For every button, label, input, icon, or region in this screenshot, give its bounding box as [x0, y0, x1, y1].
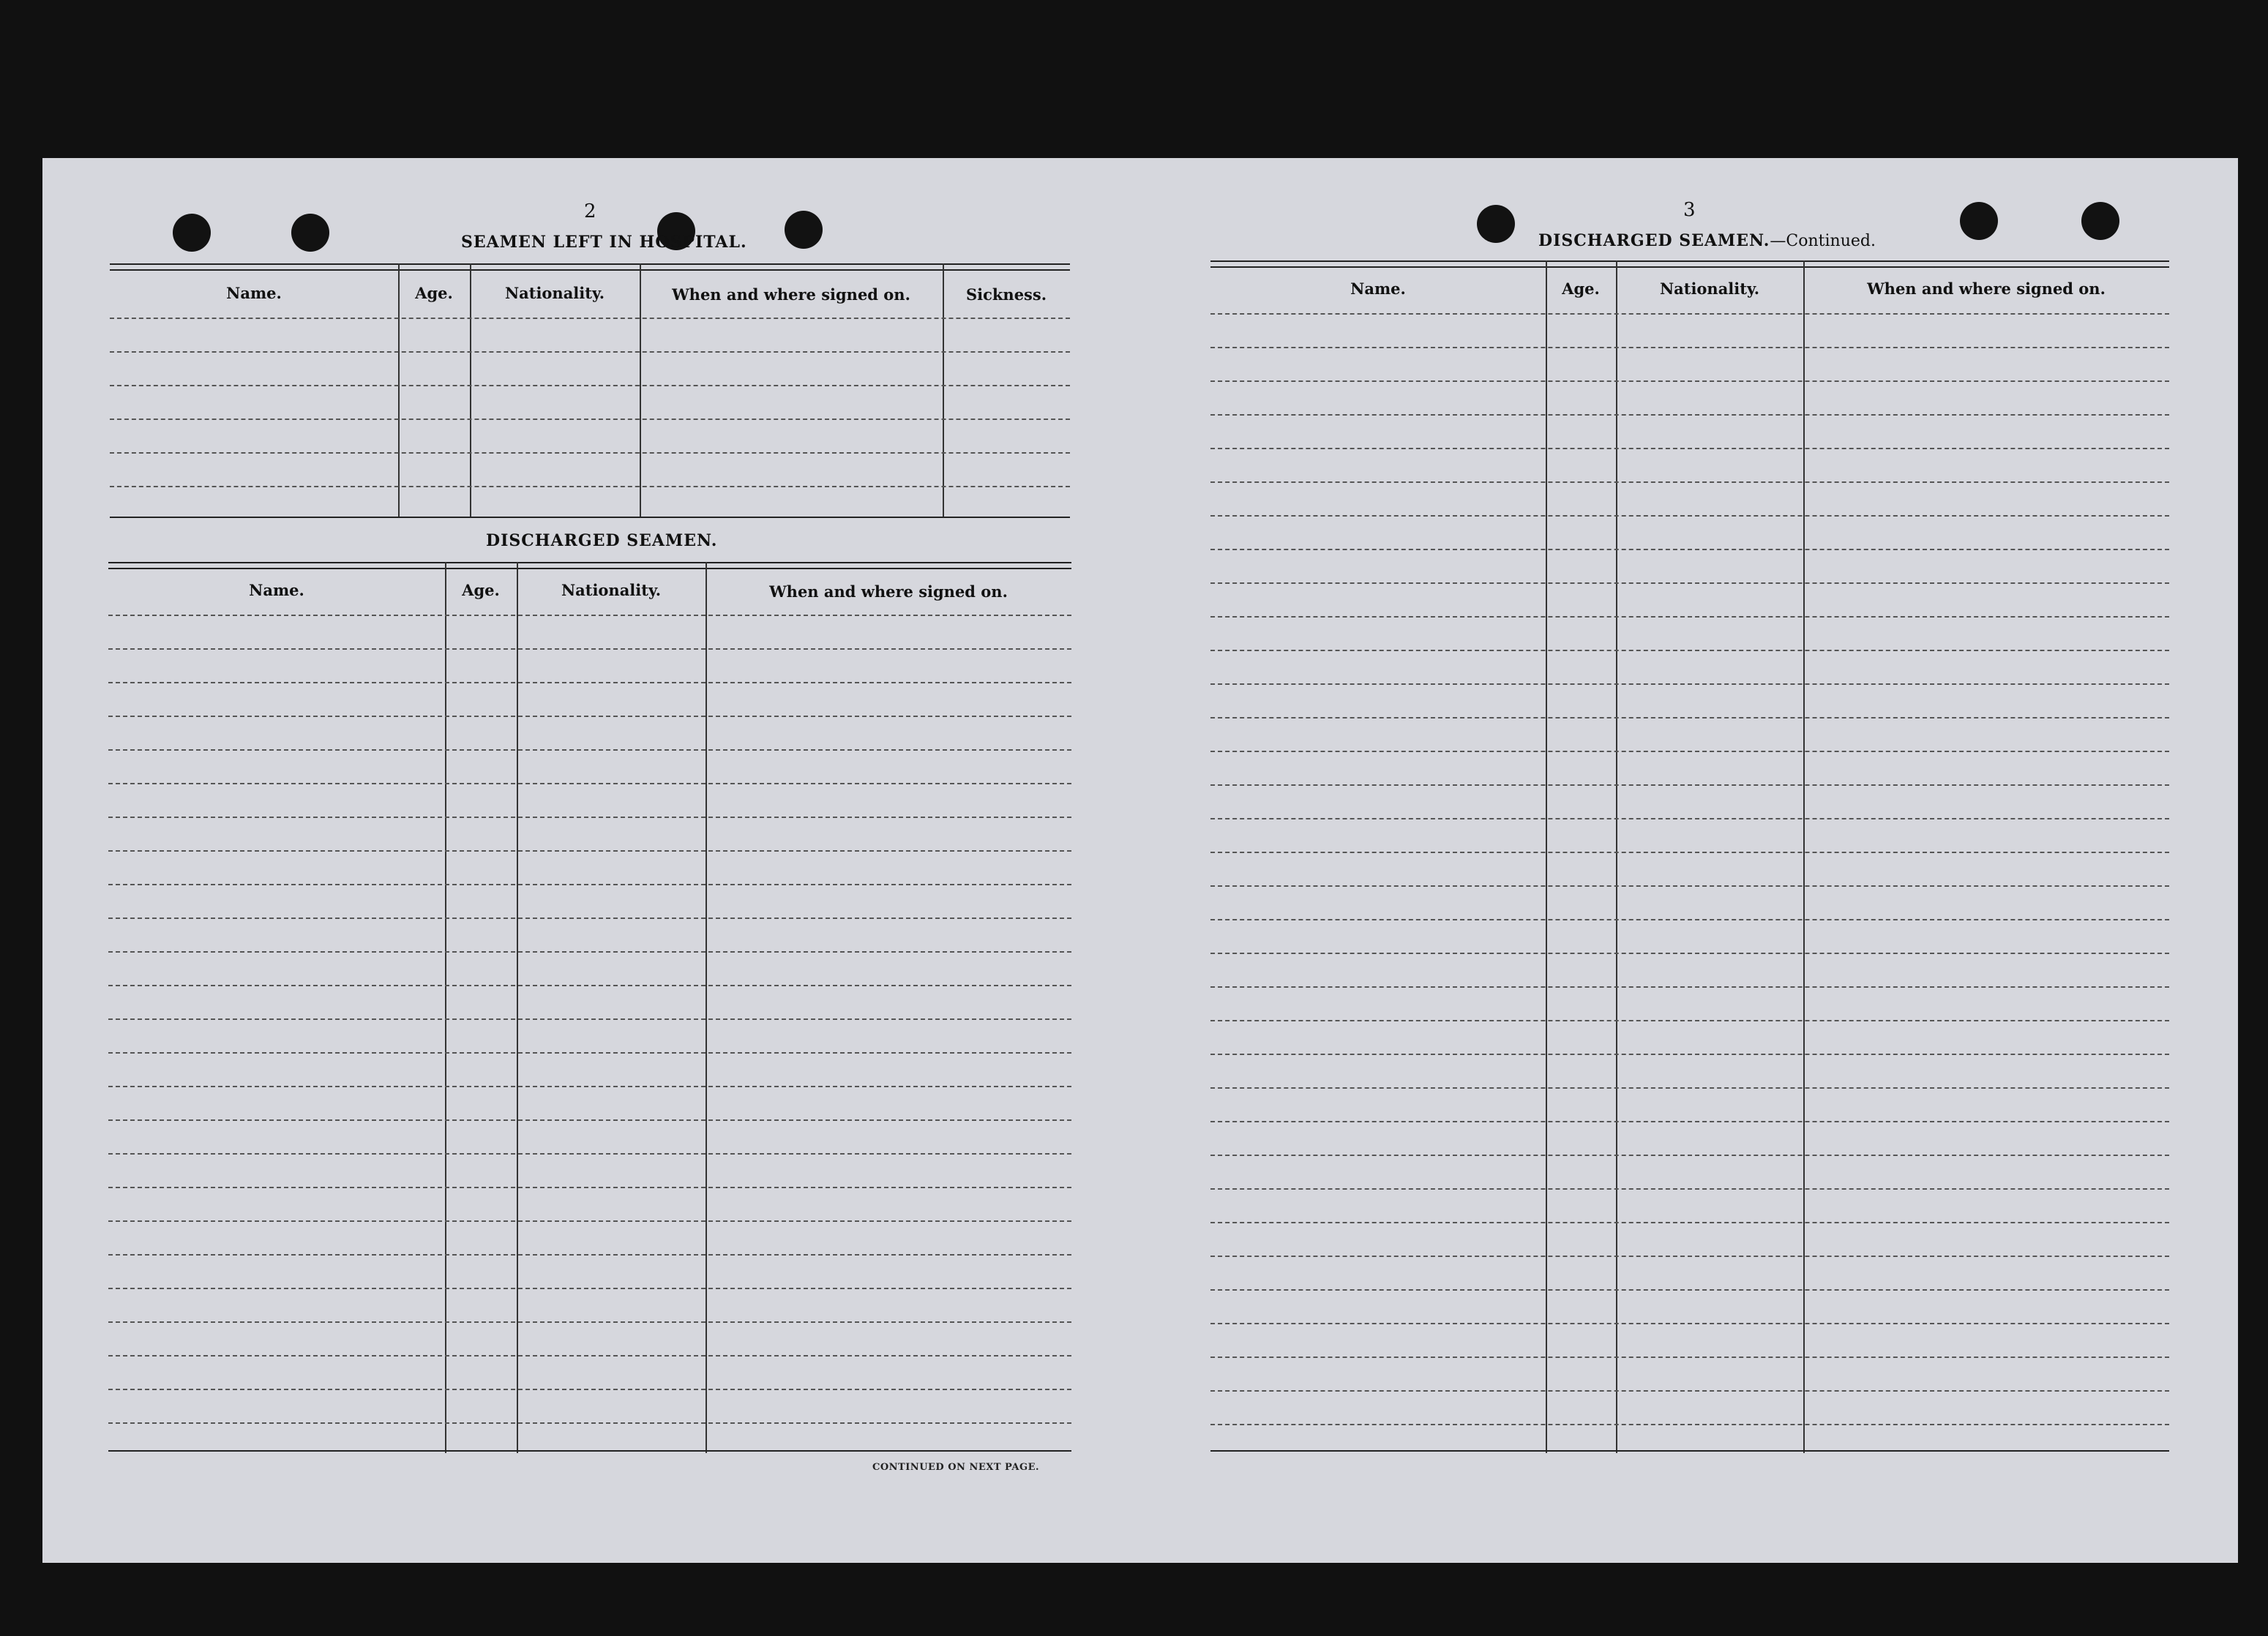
- ruled-line: [108, 716, 1071, 717]
- ruled-line: [110, 419, 1070, 420]
- discharged-section-title: DISCHARGED SEAMEN.: [486, 531, 718, 550]
- column-divider: [517, 562, 518, 1453]
- ruled-line: [1210, 650, 2169, 651]
- ruled-line: [1210, 784, 2169, 786]
- ruled-line: [1210, 1020, 2169, 1021]
- ruled-line: [1210, 448, 2169, 449]
- ruled-line: [108, 1052, 1071, 1054]
- hospital-col-header-signed-on: When and where signed on.: [672, 285, 910, 304]
- column-divider: [445, 562, 446, 1453]
- hospital-section-title: SEAMEN LEFT IN HOSPITAL.: [461, 233, 747, 252]
- discharged-col-header-nationality: Nationality.: [561, 581, 662, 599]
- ruled-line: [110, 452, 1070, 454]
- ruled-line: [1210, 1188, 2169, 1190]
- ruled-line: [1210, 1256, 2169, 1257]
- ruled-line: [108, 682, 1071, 683]
- column-divider: [470, 263, 471, 517]
- discharged-col-header-name: Name.: [249, 581, 304, 599]
- ruled-line: [108, 1220, 1071, 1222]
- ruled-line: [1210, 818, 2169, 819]
- continued-col-header-nationality: Nationality.: [1659, 279, 1760, 298]
- ruled-line: [1210, 919, 2169, 920]
- ruled-line: [1210, 380, 2169, 382]
- discharged-continued-title-suffix: —Continued.: [1770, 232, 1876, 250]
- page-number-left: 2: [584, 200, 596, 222]
- ruled-line: [1210, 1323, 2169, 1324]
- ruled-line: [1210, 1390, 2169, 1392]
- ruled-line: [1210, 481, 2169, 483]
- discharged-col-header-age: Age.: [462, 581, 500, 599]
- register-sheet: [42, 158, 2238, 1563]
- punch-hole-7: [2081, 202, 2119, 240]
- ruled-line: [108, 1288, 1071, 1289]
- column-divider: [943, 263, 944, 517]
- ruled-line: [108, 850, 1071, 852]
- ruled-line: [108, 783, 1071, 784]
- continued-col-header-age: Age.: [1562, 279, 1600, 298]
- punch-hole-2: [291, 214, 329, 252]
- discharged-continued-table: [1210, 260, 2169, 1457]
- ruled-line: [1210, 616, 2169, 618]
- hospital-table: [110, 263, 1070, 519]
- discharged-continued-title-main: DISCHARGED SEAMEN.: [1538, 231, 1770, 250]
- discharged-continued-title: [1538, 231, 1876, 250]
- ruled-line: [108, 1018, 1071, 1020]
- hospital-col-header-age: Age.: [415, 284, 453, 302]
- ruled-line: [1210, 347, 2169, 348]
- ruled-line: [1210, 549, 2169, 550]
- ruled-line: [1210, 313, 2169, 315]
- column-divider: [706, 562, 707, 1453]
- hospital-col-header-nationality: Nationality.: [504, 284, 605, 302]
- punch-hole-1: [173, 214, 211, 252]
- ruled-line: [108, 749, 1071, 751]
- ruled-line: [108, 817, 1071, 818]
- ruled-line: [110, 385, 1070, 386]
- ruled-line: [108, 951, 1071, 953]
- ruled-line: [108, 1422, 1071, 1424]
- column-divider: [1803, 260, 1805, 1453]
- ruled-line: [108, 1119, 1071, 1121]
- ruled-line: [1210, 582, 2169, 584]
- ruled-line: [108, 1187, 1071, 1188]
- ruled-line: [1210, 1424, 2169, 1425]
- ruled-line: [1210, 1289, 2169, 1291]
- ruled-line: [1210, 1087, 2169, 1089]
- hospital-col-header-sickness: Sickness.: [965, 285, 1047, 304]
- ruled-line: [1210, 885, 2169, 887]
- ruled-line: [110, 351, 1070, 353]
- continued-on-next-page: CONTINUED ON NEXT PAGE.: [872, 1462, 1039, 1473]
- ruled-line: [1210, 1121, 2169, 1122]
- ruled-line: [108, 918, 1071, 919]
- ruled-line: [1210, 1054, 2169, 1055]
- column-divider: [1616, 260, 1617, 1453]
- ruled-line: [1210, 1357, 2169, 1358]
- ruled-line: [108, 1355, 1071, 1357]
- ruled-line: [108, 1321, 1071, 1323]
- ruled-line: [1210, 852, 2169, 853]
- continued-col-header-name: Name.: [1350, 279, 1406, 298]
- ruled-line: [108, 1086, 1071, 1087]
- ruled-line: [108, 648, 1071, 650]
- punch-hole-6: [1960, 202, 1998, 240]
- ruled-line: [110, 486, 1070, 487]
- ruled-line: [110, 318, 1070, 319]
- page-number-right: 3: [1683, 199, 1696, 221]
- continued-col-header-signed-on: When and where signed on.: [1867, 279, 2106, 298]
- hospital-col-header-name: Name.: [226, 284, 282, 302]
- ruled-line: [108, 1254, 1071, 1256]
- ruled-line: [1210, 751, 2169, 752]
- punch-hole-4: [785, 211, 823, 249]
- ruled-line: [1210, 1222, 2169, 1223]
- ruled-line: [1210, 953, 2169, 954]
- ruled-line: [1210, 986, 2169, 988]
- ruled-line: [1210, 717, 2169, 718]
- ruled-line: [1210, 683, 2169, 685]
- column-divider: [640, 263, 641, 517]
- ruled-line: [1210, 414, 2169, 416]
- ruled-line: [108, 884, 1071, 885]
- discharged-col-header-signed-on: When and where signed on.: [769, 582, 1008, 601]
- ruled-line: [108, 1389, 1071, 1390]
- punch-hole-5: [1477, 205, 1515, 243]
- column-divider: [1546, 260, 1547, 1453]
- ruled-line: [1210, 515, 2169, 517]
- ruled-line: [1210, 1155, 2169, 1156]
- column-divider: [398, 263, 400, 517]
- ruled-line: [108, 615, 1071, 616]
- ruled-line: [108, 1153, 1071, 1155]
- ruled-line: [108, 985, 1071, 986]
- discharged-table: [108, 562, 1071, 1457]
